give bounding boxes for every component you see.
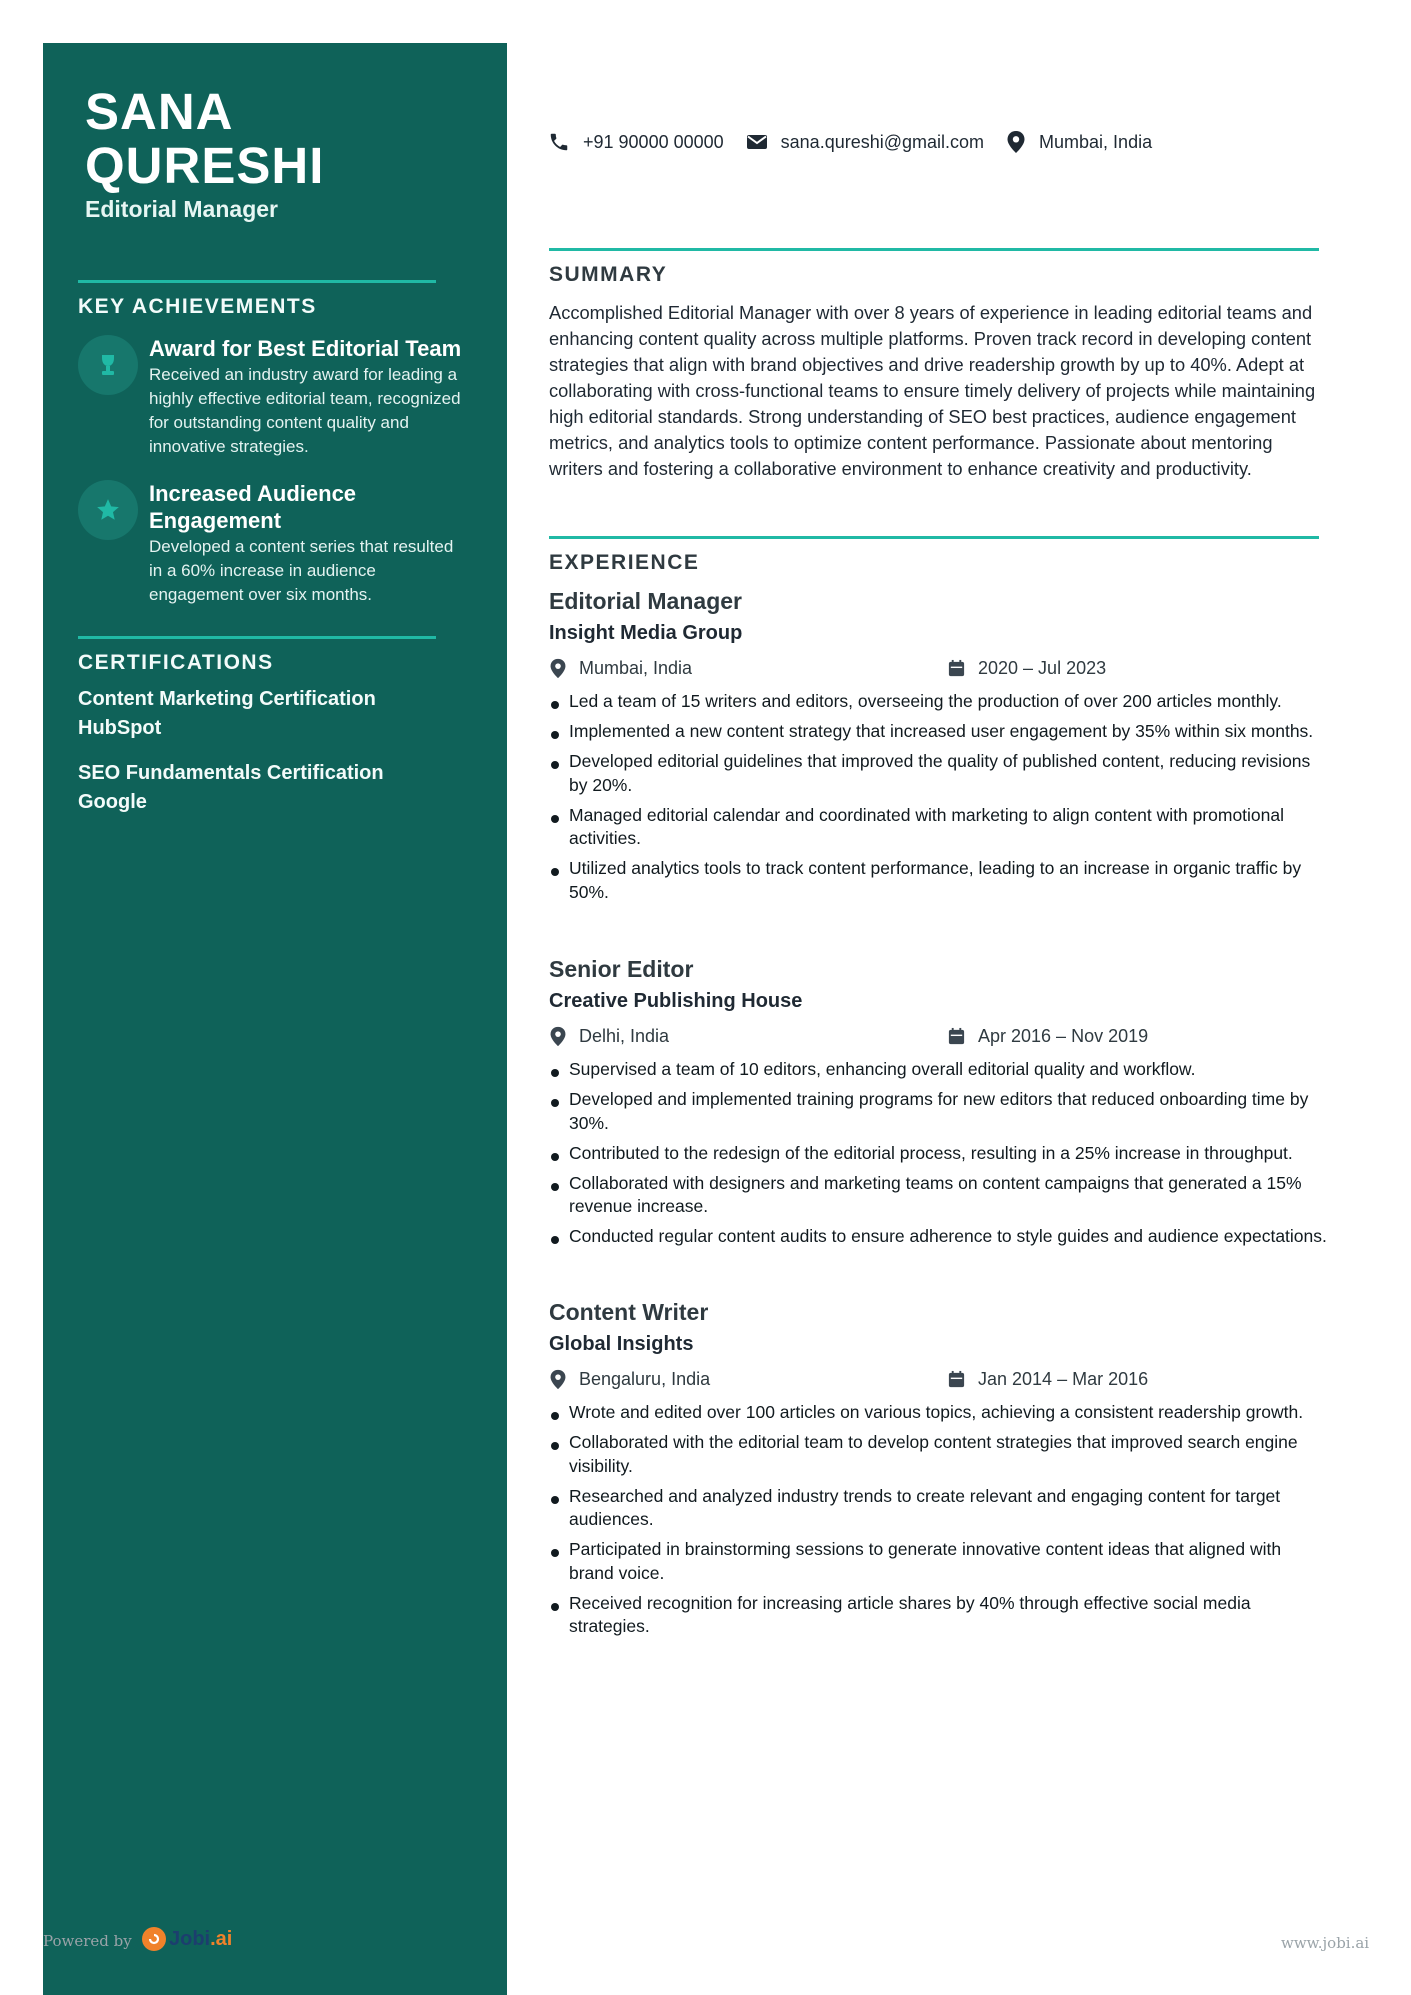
first-name: SANA [85, 83, 234, 140]
brand-logo[interactable] [142, 1927, 232, 1951]
job-company: Creative Publishing House [549, 990, 803, 1012]
job-role: Editorial Manager [549, 588, 742, 614]
brand-suffix: .ai [210, 1927, 233, 1950]
sidebar [43, 43, 507, 1995]
location-pin-icon [549, 1369, 567, 1390]
calendar-icon [947, 1027, 966, 1046]
job-dates [947, 1369, 1148, 1390]
logo-icon [142, 1927, 166, 1951]
contact-bar [548, 130, 1174, 154]
job-bullet: Utilized analytics tools to track content performance, leading to an increase in organic traffic by 50%. [549, 857, 1329, 904]
calendar-icon [947, 1370, 966, 1389]
job-company: Insight Media Group [549, 622, 743, 644]
job-company: Global Insights [549, 1333, 694, 1355]
summary-heading: SUMMARY [549, 263, 668, 286]
certification-item [78, 759, 458, 817]
certification-issuer: Google [78, 791, 147, 813]
summary-text: Accomplished Editorial Manager with over 8 years of experience in leading editorial teams and enhancing content quality across multiple platforms. Proven track record in developing content strategies that align with brand objectives and drive readership growth by up to 40%. Adept at collaborating with cross-functional teams to ensure timely delivery of projects while maintaining high editorial standards. Strong understanding of SEO best practices, audience engagement metrics, and analytics tools to optimize content performance. Passionate about mentoring writers and fostering a collaborative environment to enhance creativity and productivity. [549, 302, 1316, 479]
phone-number: +91 90000 00000 [583, 131, 724, 152]
job-meta [549, 658, 1329, 684]
job-location [549, 1026, 669, 1047]
job-role: Senior Editor [549, 956, 694, 982]
location-pin-icon [549, 658, 567, 679]
certification-item [78, 685, 458, 743]
job-dates-text: 2020 – Jul 2023 [978, 658, 1107, 678]
achievement-description: Developed a content series that resulted in a 60% increase in audience engagement over six months. [149, 537, 454, 604]
last-name: QURESHI [85, 137, 325, 194]
email-address: sana.qureshi@gmail.com [780, 131, 985, 152]
job-location-text: Delhi, India [579, 1026, 670, 1046]
job-bullet: Led a team of 15 writers and editors, overseeing the production of over 200 articles monthly. [549, 690, 1329, 714]
job-dates [947, 658, 1106, 679]
job-bullet: Contributed to the redesign of the editorial process, resulting in a 25% increase in throughput. [549, 1142, 1329, 1166]
achievement-title: Award for Best Editorial Team [149, 336, 462, 361]
phone-icon [548, 131, 570, 153]
experience-entry [549, 586, 1329, 911]
job-bullet: Developed and implemented training programs for new editors that reduced onboarding time by 30%. [549, 1088, 1329, 1135]
experience-entry [549, 1297, 1329, 1645]
job-dates [947, 1026, 1148, 1047]
job-bullet: Conducted regular content audits to ensure adherence to style guides and audience expectations. [549, 1225, 1329, 1249]
achievement-title: Increased Audience Engagement [149, 481, 357, 533]
job-bullet: Developed editorial guidelines that improved the quality of published content, reducing revisions by 20%. [549, 750, 1329, 797]
divider [78, 280, 436, 283]
job-bullet: Supervised a team of 10 editors, enhancing overall editorial quality and workflow. [549, 1058, 1329, 1082]
divider [549, 248, 1319, 251]
job-dates-text: Jan 2014 – Mar 2016 [978, 1369, 1149, 1389]
job-bullet: Managed editorial calendar and coordinated with marketing to align content with promotional activities. [549, 804, 1329, 851]
experience-entry [549, 954, 1329, 1255]
candidate-title: Editorial Manager [85, 196, 278, 222]
certification-name: Content Marketing Certification [78, 688, 376, 710]
divider [78, 636, 436, 639]
job-meta [549, 1369, 1329, 1395]
job-bullet: Collaborated with designers and marketing teams on content campaigns that generated a 15% revenue increase. [549, 1172, 1329, 1219]
job-bullet: Wrote and edited over 100 articles on various topics, achieving a consistent readership growth. [549, 1401, 1329, 1425]
job-meta [549, 1026, 1329, 1052]
trophy-icon [78, 335, 138, 395]
certifications-heading: CERTIFICATIONS [78, 651, 274, 674]
job-bullet: Participated in brainstorming sessions to generate innovative content ideas that aligned with brand voice. [549, 1538, 1329, 1585]
job-bullets [549, 1058, 1329, 1249]
contact-phone[interactable] [548, 131, 724, 153]
calendar-icon [947, 659, 966, 678]
achievement-description: Received an industry award for leading a highly effective editorial team, recognized for outstanding content quality and innovative strategies. [149, 365, 461, 456]
job-bullet: Implemented a new content strategy that increased user engagement by 35% within six months. [549, 720, 1329, 744]
star-icon [78, 480, 138, 540]
job-bullets [549, 690, 1329, 904]
job-location [549, 658, 692, 679]
brand-name: Jobi [169, 1927, 211, 1950]
mail-icon [746, 133, 768, 151]
contact-email[interactable] [746, 132, 984, 153]
certification-name: SEO Fundamentals Certification [78, 762, 384, 784]
location-pin-icon [549, 1026, 567, 1047]
job-location-text: Bengaluru, India [579, 1369, 711, 1389]
job-bullet: Collaborated with the editorial team to develop content strategies that improved search engine visibility. [549, 1431, 1329, 1478]
location-pin-icon [1006, 130, 1026, 154]
certification-issuer: HubSpot [78, 717, 162, 739]
job-bullet: Received recognition for increasing article shares by 40% through effective social media strategies. [549, 1592, 1329, 1639]
location-text: Mumbai, India [1039, 131, 1153, 152]
job-dates-text: Apr 2016 – Nov 2019 [978, 1026, 1149, 1046]
job-location [549, 1369, 710, 1390]
divider [549, 536, 1319, 539]
job-role: Content Writer [549, 1299, 709, 1325]
job-bullet: Researched and analyzed industry trends to create relevant and engaging content for target audiences. [549, 1485, 1329, 1532]
site-link[interactable]: www.jobi.ai [1281, 1934, 1370, 1952]
contact-location [1006, 130, 1152, 154]
job-bullets [549, 1401, 1329, 1639]
job-location-text: Mumbai, India [579, 658, 693, 678]
experience-heading: EXPERIENCE [549, 551, 700, 574]
achievements-heading: KEY ACHIEVEMENTS [78, 295, 317, 318]
candidate-name [85, 85, 324, 193]
powered-by-label: Powered by [43, 1932, 132, 1950]
